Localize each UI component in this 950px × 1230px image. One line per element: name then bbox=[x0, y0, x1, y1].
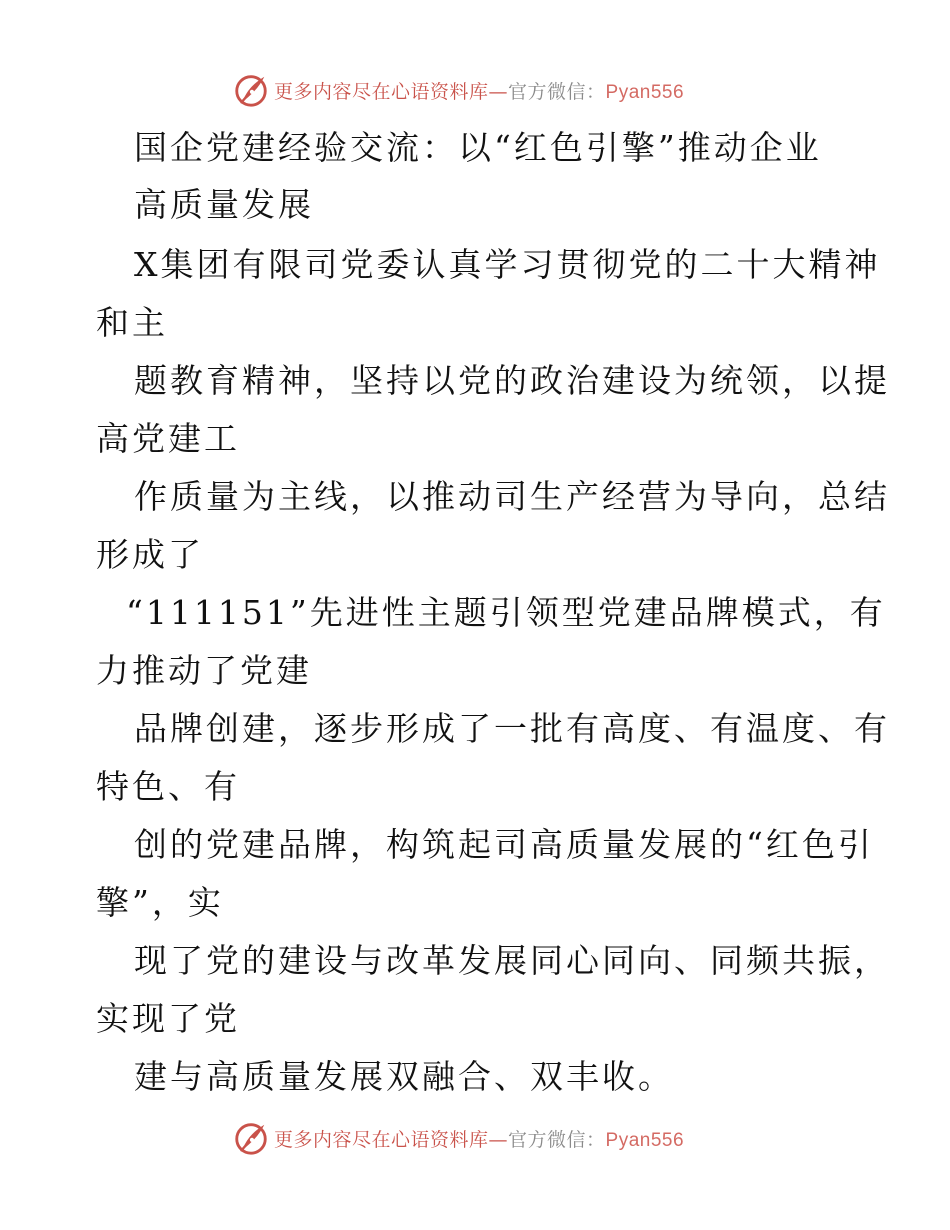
paragraph-line: 力推动了党建 bbox=[96, 651, 312, 690]
title-line-2: 高质量发展 bbox=[134, 185, 314, 224]
paragraph-line: 和主 bbox=[96, 303, 168, 342]
paragraph-line: 品牌创建，逐步形成了一批有高度、有温度、有 bbox=[134, 709, 890, 748]
wechat-label: 官方微信： bbox=[508, 80, 606, 103]
wechat-label: 官方微信： bbox=[508, 1128, 606, 1151]
paragraph-line: “111151”先进性主题引领型党建品牌模式，有 bbox=[126, 593, 886, 632]
wechat-account: Pyan556 bbox=[605, 81, 685, 103]
promo-text: 更多内容尽在心语资料库 bbox=[274, 1128, 489, 1151]
paragraph-line: 现了党的建设与改革发展同心同向、同频共振， bbox=[134, 941, 890, 980]
banner-text bbox=[274, 1125, 684, 1152]
paragraph-line: 题教育精神，坚持以党的政治建设为统领，以提 bbox=[134, 361, 890, 400]
paragraph-line: 擎”，实 bbox=[96, 883, 224, 922]
header-banner bbox=[232, 70, 732, 110]
quill-logo-icon bbox=[232, 71, 270, 109]
title-line-1: 国企党建经验交流：以“红色引擎”推动企业 bbox=[134, 128, 822, 167]
paragraph-line: 建与高质量发展双融合、双丰收。 bbox=[134, 1057, 674, 1096]
paragraph-line: 实现了党 bbox=[96, 999, 240, 1038]
paragraph-line: 形成了 bbox=[96, 535, 204, 574]
quill-logo-icon bbox=[232, 1119, 270, 1157]
paragraph-line: 特色、有 bbox=[96, 767, 240, 806]
banner-text bbox=[274, 77, 684, 104]
banner-dash: — bbox=[488, 1128, 509, 1151]
banner-dash: — bbox=[488, 80, 509, 103]
paragraph-line: X集团有限司党委认真学习贯彻党的二十大精神 bbox=[134, 245, 881, 284]
paragraph-line: 创的党建品牌，构筑起司高质量发展的“红色引 bbox=[134, 825, 874, 864]
paragraph-line: 高党建工 bbox=[96, 419, 240, 458]
footer-banner bbox=[232, 1118, 732, 1158]
paragraph-line: 作质量为主线，以推动司生产经营为导向，总结 bbox=[134, 477, 890, 516]
promo-text: 更多内容尽在心语资料库 bbox=[274, 80, 489, 103]
wechat-account: Pyan556 bbox=[605, 1129, 685, 1151]
